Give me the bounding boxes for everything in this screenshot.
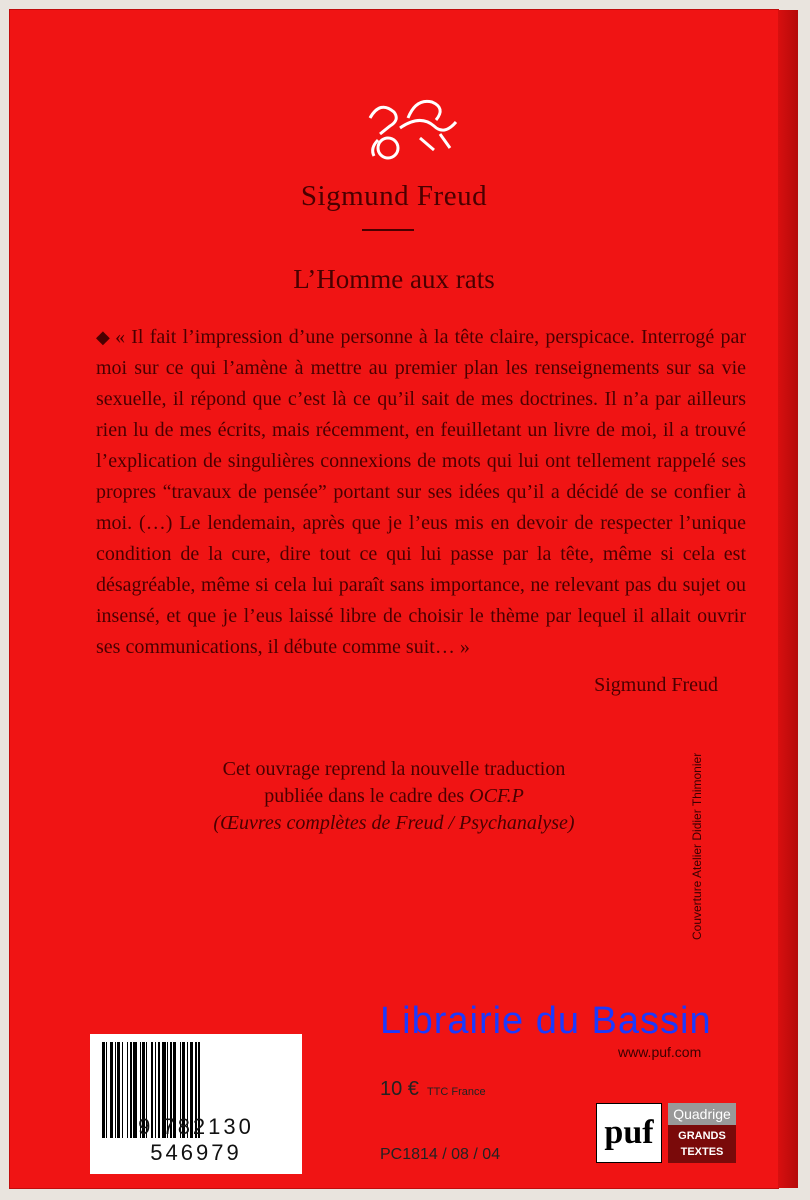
bookseller-watermark: Librairie du Bassin	[380, 1000, 712, 1042]
translation-note	[10, 756, 778, 837]
spine-edge	[778, 10, 798, 1188]
price: 10 € TTC France	[380, 1078, 486, 1100]
quadrige-logo: Quadrige GRANDS TEXTES	[668, 1103, 736, 1163]
note-line-2: publiée dans le cadre des OCF.P	[264, 785, 524, 807]
quote-signature: Sigmund Freud	[594, 674, 718, 696]
note-line-3: (Œuvres complètes de Freud / Psychanalyse)	[213, 812, 575, 834]
quote-text: « Il fait l’impression d’une personne à la tête claire, perspicace. Interrogé par moi sur ce qui l’amène à mettre au premier plan les renseignements sur sa vie sexuelle, il répond que c’est là ce qu’il sait de mes doctrines. Il n’a par ailleurs rien lu de mes écrits, mais récemment, en feuilletant un livre de moi, il a trouvé l’explication de singulières connexions de mots qui lui ont tellement rappelé ses propres “travaux de pensée” portant sur ses idées qu’il a décidé de se confier à moi. (…) Le lendemain, après que je l’eus mis en devoir de respecter l’unique condition de la cure, dire tout ce qui lui passe par la tête, même si cela est désagréable, même si cela lui paraît sans importance, ne relevant pas du sujet ou insensé, et que je l’eus laissé libre de choisir le thème par lequel il allait ouvrir ses communications, il débute comme suit… »	[96, 326, 747, 658]
chariot-emblem-icon	[350, 88, 462, 166]
isbn-number: 9 782130 546979	[138, 1114, 254, 1165]
author-name: Sigmund Freud	[300, 180, 488, 212]
book-title: L’Homme aux rats	[293, 264, 495, 294]
diamond-bullet-icon: ◆	[96, 327, 112, 347]
isbn-barcode	[90, 1034, 302, 1174]
reference-code: PC1814 / 08 / 04	[380, 1146, 501, 1163]
publisher-website: www.puf.com	[618, 1044, 702, 1060]
puf-logo: puf	[596, 1103, 662, 1163]
cover-credit: Couverture Atelier Didier Thimonier	[690, 752, 704, 940]
back-cover-quote	[96, 322, 746, 663]
note-line-1: Cet ouvrage reprend la nouvelle traduction	[222, 758, 566, 780]
ocfp-label: OCF.P	[469, 785, 524, 807]
divider	[362, 229, 414, 231]
